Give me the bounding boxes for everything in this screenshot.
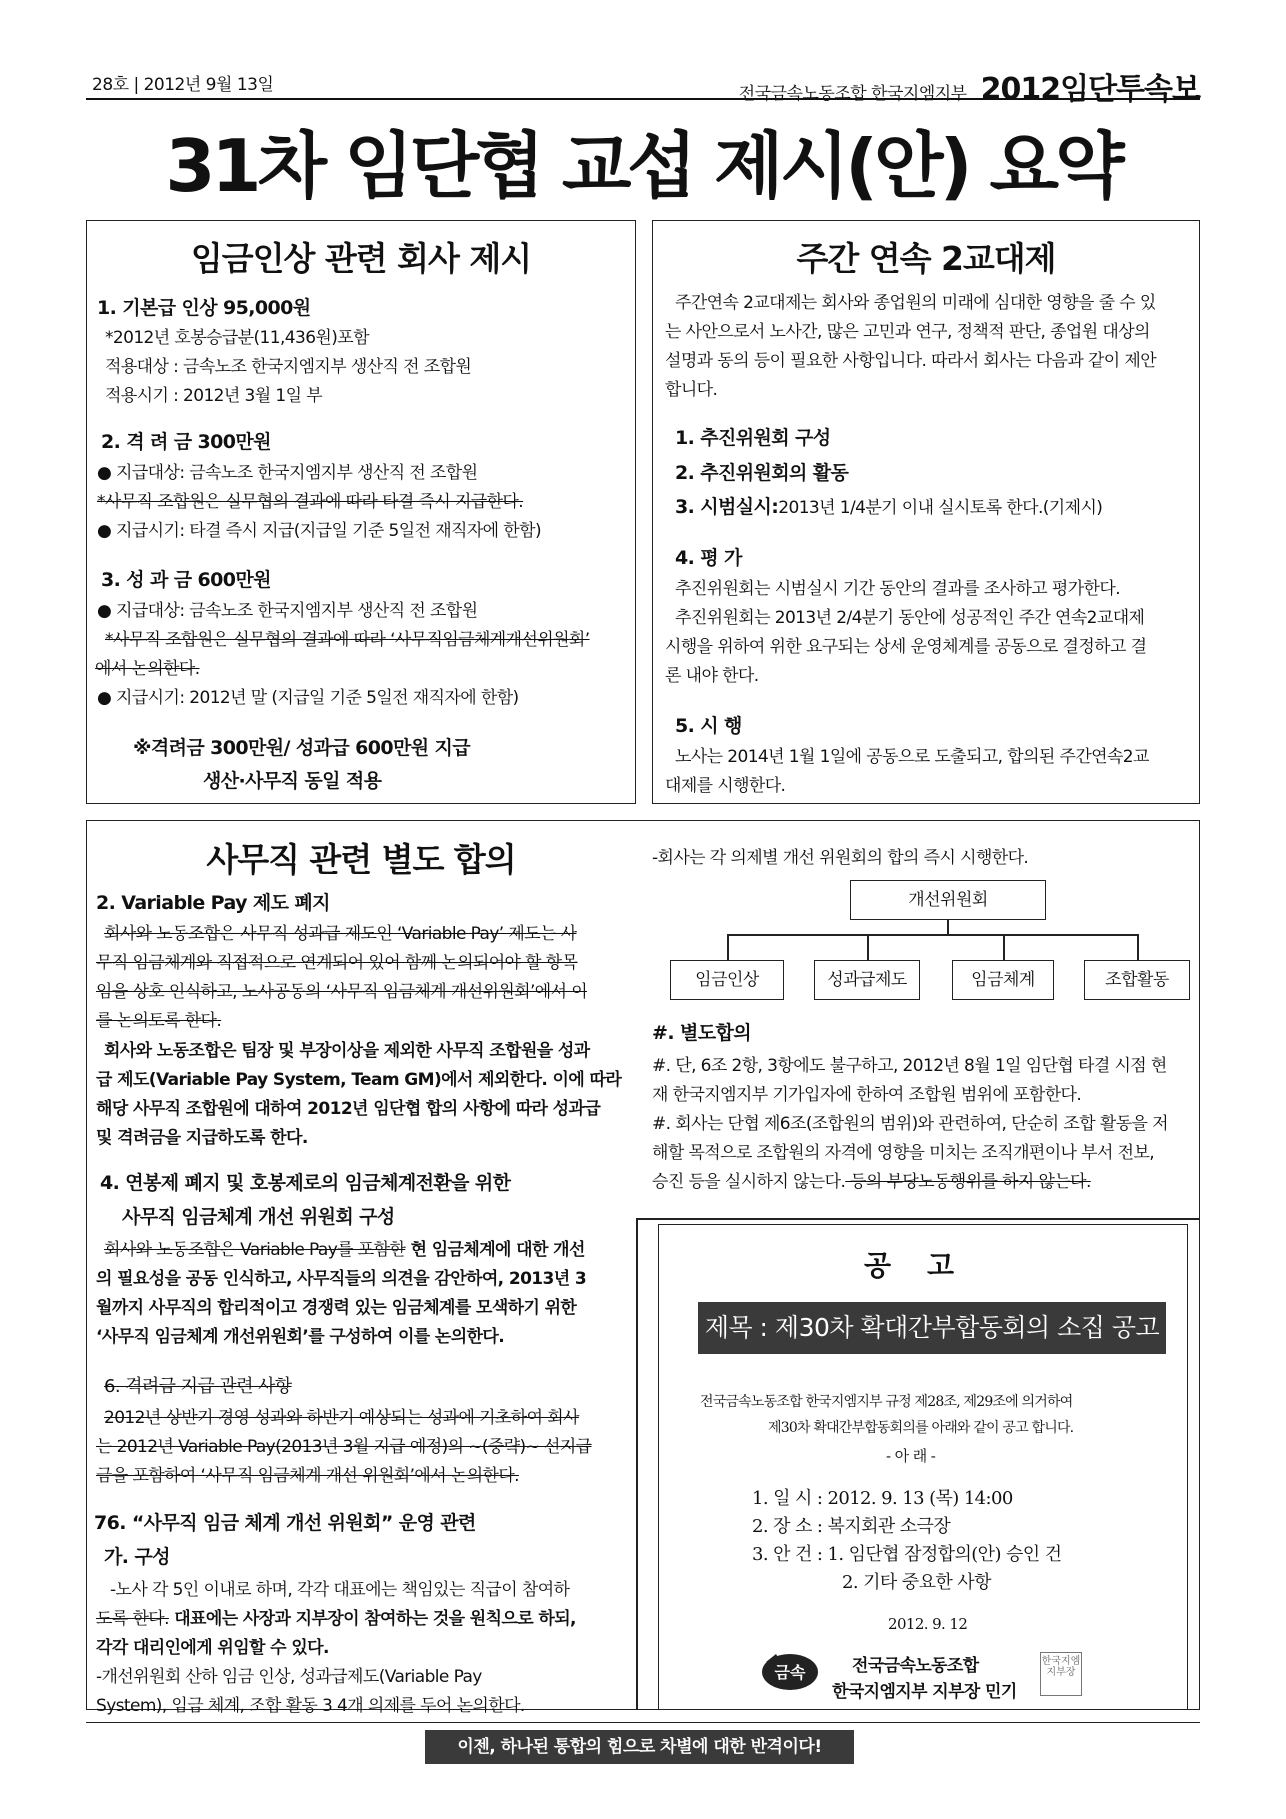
notice-item: 2. 장 소 : 복지회관 소극장 bbox=[752, 1516, 951, 1537]
office-s7-line: -개선위원회 산하 임금 인상, 성과급제도(Variable Pay bbox=[96, 1667, 482, 1687]
masthead bbox=[739, 64, 1200, 108]
vp-bold-text: 회사와 노동조합은 팀장 및 부장이상을 제외한 사무직 조합원을 성과 급 제도(Variable Pay System, Team GM)에서 제외한다. 이에 따라 해당 사무직 조합원에 대하여 2012년 임단협 합의 사항에 따라 성과급 및 격려금을 지급하도록 한다. bbox=[96, 1041, 622, 1148]
wage-bonus-heading: 2. 격 려 금 300만원 bbox=[101, 431, 271, 453]
separate-agreement-heading: #. 별도합의 bbox=[652, 1022, 751, 1044]
separate-agreement-line: 해할 목적으로 조합원의 자격에 영향을 미치는 조직개편이나 부서 전보, bbox=[652, 1143, 1155, 1163]
wage-perf-line-struck: 에서 논의한다. bbox=[95, 659, 200, 679]
notice-body: 전국금속노동조합 한국지엠지부 규정 제28조, 제29조에 의거하여 bbox=[700, 1394, 1073, 1410]
wage-bonus-line-struck: *사무직 조합원은 실무협의 결과에 따라 타결 즉시 지급한다. bbox=[97, 492, 524, 512]
office-s7-line: -노사 각 5인 이내로 하며, 각각 대표에는 책임있는 직급이 참여하 bbox=[110, 1580, 570, 1600]
column-divider bbox=[636, 1218, 1200, 1220]
wage-perf-heading: 3. 성 과 금 600만원 bbox=[101, 569, 271, 591]
union-logo-icon bbox=[760, 1650, 820, 1692]
notice-subject: 제목 : 제30차 확대간부합동회의 소집 공고 bbox=[698, 1302, 1166, 1354]
shift-eval-line: 시행을 위하여 위한 요구되는 상세 운영체계를 공동으로 결정하고 결 bbox=[665, 637, 1147, 657]
office-s4-heading: 4. 연봉제 폐지 및 호봉제로의 임금체계전환을 위한 bbox=[100, 1172, 511, 1194]
wage-perf-line-struck: *사무직 조합원은 실무협의 결과에 따라 ‘사무직임금체계개선위원회’ bbox=[105, 630, 590, 650]
shift-exec-line: 대제를 시행한다. bbox=[665, 776, 786, 796]
office-s4-text: 의 필요성을 공동 인식하고, 사무직들의 의견을 감안하여, 2013년 3 월까지 사무직의 합리적이고 경쟁력 있는 임금체계를 모색하기 위한 ‘사무직 임금체계 개선위원회’를 구성하여 이를 논의한다. bbox=[96, 1269, 587, 1347]
separate-agreement-line: 재 한국지엠지부 기가입자에 한하여 조합원 범위에 포함한다. bbox=[652, 1085, 1082, 1105]
shift-eval-line: 추진위원회는 2013년 2/4분기 동안에 성공적인 주간 연속2교대제 bbox=[675, 608, 1145, 628]
shift-section bbox=[652, 220, 1200, 804]
separate-agreement-line: #. 회사는 단협 제6조(조합원의 범위)와 관련하여, 단순히 조합 활동을 저 bbox=[652, 1114, 1168, 1134]
notice-body: 제30차 확대간부합동회의를 아래와 같이 공고 합니다. bbox=[768, 1420, 1074, 1436]
footer-slogan: 이젠, 하나된 통합의 힘으로 차별에 대한 반격이다! bbox=[425, 1730, 854, 1764]
org-chart-child: 임금체계 bbox=[952, 960, 1054, 1000]
page-title: 31차 임단협 교섭 제시(안) 요약 bbox=[165, 124, 1121, 208]
org-chart-connector bbox=[867, 934, 869, 960]
svg-text:금속: 금속 bbox=[774, 1663, 806, 1682]
org-chart-child: 임금인상 bbox=[670, 960, 784, 1000]
org-chart-connector bbox=[1003, 934, 1005, 960]
office-s7-line: System), 임금 체계, 조합 활동 3 4개 의제를 두어 논의한다. bbox=[96, 1696, 525, 1716]
notice-title: 공고 bbox=[864, 1249, 991, 1282]
notice-date: 2012. 9. 12 bbox=[888, 1615, 968, 1633]
org-chart-connector bbox=[727, 934, 1138, 936]
separate-agreement-line: #. 단, 6조 2항, 3항에도 불구하고, 2012년 8월 1일 임단협 타결 시점 현 bbox=[652, 1056, 1167, 1076]
shift-item: 5. 시 행 bbox=[675, 715, 742, 737]
notice-signature: 전국금속노동조합 bbox=[852, 1656, 979, 1676]
shift-item: 2. 추진위원회의 활동 bbox=[675, 462, 849, 484]
shift-exec-line: 노사는 2014년 1월 1일에 공동으로 도출되고, 합의된 주간연속2교 bbox=[675, 747, 1149, 767]
wage-bonus-line: ● 지급시기: 타결 즉시 지급(지급일 기준 5일전 재직자에 한함) bbox=[97, 521, 541, 541]
masthead-brand: 2012임단투속보 bbox=[980, 72, 1200, 107]
masthead-org: 전국금속노동조합 한국지엠지부 bbox=[738, 84, 967, 104]
office-s4-heading: 사무직 임금체계 개선 위원회 구성 bbox=[122, 1206, 395, 1228]
wage-perf-line: ● 지급시기: 2012년 말 (지급일 기준 5일전 재직자에 한함) bbox=[97, 688, 519, 708]
notice-item: 1. 일 시 : 2012. 9. 13 (목) 14:00 bbox=[752, 1488, 1013, 1509]
org-chart-child: 조합활동 bbox=[1084, 960, 1190, 1000]
wage-note: 생산·사무직 동일 적용 bbox=[203, 770, 382, 792]
office-s6-text: 2012년 상반기 경영 성과와 하반기 예상되는 성과에 기초하여 회사 는 2012년 Variable Pay(2013년 3월 지급 예정)의 ~(중략)~ 선지급 금을 포함하여 ‘사무직 임금체계 개선 위원회’에서 논의한다. bbox=[96, 1408, 592, 1486]
shift-intro: 주간연속 2교대제는 회사와 종업원의 미래에 심대한 영향을 줄 수 있 는 사안으로서 노사간, 많은 고민과 연구, 정책적 판단, 종업원 대상의 설명과 동의 등이 필요한 사항입니다. 따라서 회사는 다음과 같이 제안 합니다. bbox=[665, 293, 1157, 400]
notice-below: - 아 래 - bbox=[886, 1447, 936, 1465]
header-divider bbox=[86, 98, 1200, 100]
office-s7-line: 각각 대리인에게 위임할 수 있다. bbox=[96, 1638, 329, 1658]
wage-basic-line: *2012년 호봉승급분(11,436원)포함 bbox=[105, 328, 369, 348]
shift-item: 4. 평 가 bbox=[675, 547, 742, 569]
shift-title: 주간 연속 2교대제 bbox=[796, 239, 1056, 278]
office-s7-line: 도록 한다. 대표에는 사장과 지부장이 참여하는 것을 원칙으로 하되, bbox=[96, 1609, 576, 1629]
org-chart-connector bbox=[1137, 934, 1139, 960]
footer-divider bbox=[86, 1722, 1200, 1723]
shift-item: 1. 추진위원회 구성 bbox=[675, 427, 831, 449]
office-title: 사무직 관련 별도 합의 bbox=[206, 840, 516, 879]
notice-item: 3. 안 건 : 1. 임단협 잠정합의(안) 승인 건 bbox=[752, 1544, 1062, 1565]
wage-section bbox=[86, 220, 636, 804]
committee-intro: -회사는 각 의제별 개선 위원회의 합의 즉시 시행한다. bbox=[652, 848, 1029, 868]
wage-basic-heading: 1. 기본급 인상 95,000원 bbox=[97, 297, 311, 319]
org-chart-connector bbox=[947, 920, 949, 934]
notice-item: 2. 기타 중요한 사항 bbox=[842, 1572, 991, 1593]
shift-eval-line: 추진위원회는 시범실시 기간 동안의 결과를 조사하고 평가한다. bbox=[675, 579, 1120, 599]
vp-heading: 2. Variable Pay 제도 폐지 bbox=[96, 892, 330, 914]
separate-agreement-line: 승진 등을 실시하지 않는다. 등의 부당노동행위를 하지 않는다. bbox=[652, 1172, 1091, 1192]
issue-info: 28호 | 2012년 9월 13일 bbox=[92, 75, 274, 95]
column-divider bbox=[636, 1218, 638, 1710]
vp-struck-text: 회사와 노동조합은 사무직 성과급 제도인 ‘Variable Pay’ 제도는 사 무직 임금체계와 직접적으로 연계되어 있어 함께 논의되어야 할 항목 임을 상호 인식하고, 노사공동의 ‘사무직 임금체계 개선위원회’에서 이 를 논의토록 한다. bbox=[96, 924, 588, 1031]
notice-signature: 한국지엠지부 지부장 민기 bbox=[832, 1682, 1017, 1702]
org-chart-child: 성과급제도 bbox=[814, 960, 920, 1000]
wage-perf-line: ● 지급대상: 금속노조 한국지엠지부 생산직 전 조합원 bbox=[97, 601, 478, 621]
wage-note: ※격려금 300만원/ 성과급 600만원 지급 bbox=[133, 737, 471, 759]
office-s7-sub: 가. 구성 bbox=[104, 1546, 170, 1568]
seal-stamp: 한국지엠지부장 bbox=[1040, 1652, 1082, 1696]
shift-item: 3. 시범실시:2013년 1/4분기 이내 실시토록 한다.(기제시) bbox=[675, 496, 1103, 518]
shift-eval-line: 론 내야 한다. bbox=[665, 666, 759, 686]
wage-bonus-line: ● 지급대상: 금속노조 한국지엠지부 생산직 전 조합원 bbox=[97, 463, 478, 483]
org-chart-root: 개선위원회 bbox=[850, 880, 1046, 920]
wage-title: 임금인상 관련 회사 제시 bbox=[190, 239, 532, 278]
office-s6-heading: 6. 격려금 지급 관련 사항 bbox=[104, 1376, 292, 1397]
office-s7-heading: 76. “사무직 임금 체계 개선 위원회” 운영 관련 bbox=[94, 1512, 476, 1534]
org-chart-connector bbox=[727, 934, 729, 960]
wage-basic-line: 적용대상 : 금속노조 한국지엠지부 생산직 전 조합원 bbox=[105, 357, 472, 377]
office-s4-line: 회사와 노동조합은 Variable Pay를 포함한 현 임금체계에 대한 개선 bbox=[104, 1240, 585, 1260]
wage-basic-line: 적용시기 : 2012년 3월 1일 부 bbox=[105, 386, 323, 406]
